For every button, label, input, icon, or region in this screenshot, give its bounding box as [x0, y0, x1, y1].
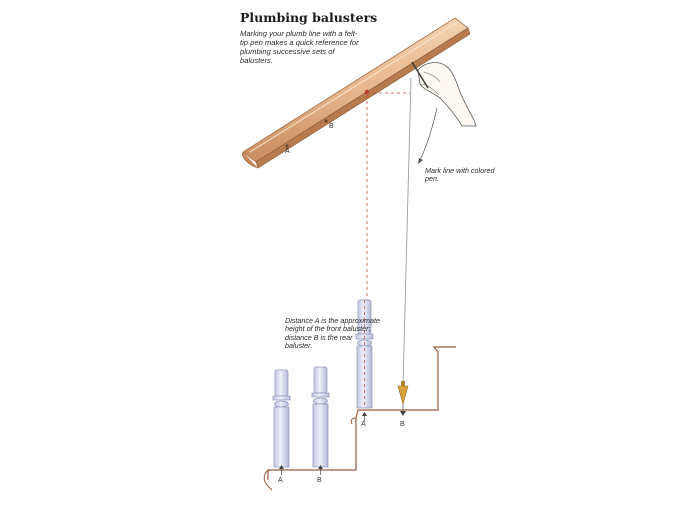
rail-label-b: B	[329, 123, 334, 130]
hand-with-pen	[412, 62, 476, 164]
upper-label-a: A	[361, 421, 366, 428]
mark-line-note: Mark line with colored pen.	[425, 166, 495, 184]
rail-mark-b	[324, 119, 327, 122]
front-label-b: B	[317, 477, 322, 484]
baluster-front-a	[273, 370, 290, 475]
upper-label-b: B	[400, 421, 405, 428]
plumb-mark	[365, 90, 369, 94]
plumb-bob	[398, 78, 411, 416]
distance-note: Distance A is the approximate height of the front baluster; distance B is the rear baluster.	[285, 316, 380, 351]
caption: Marking your plumb line with a felt-tip pen makes a quick reference for plumbing successive sets of balusters.	[240, 29, 359, 65]
baluster-front-b	[312, 367, 329, 475]
page-title: Plumbing balusters	[240, 10, 378, 25]
guide-lines	[367, 93, 410, 305]
rail-label-a: A	[285, 148, 290, 155]
front-label-a: A	[278, 477, 283, 484]
